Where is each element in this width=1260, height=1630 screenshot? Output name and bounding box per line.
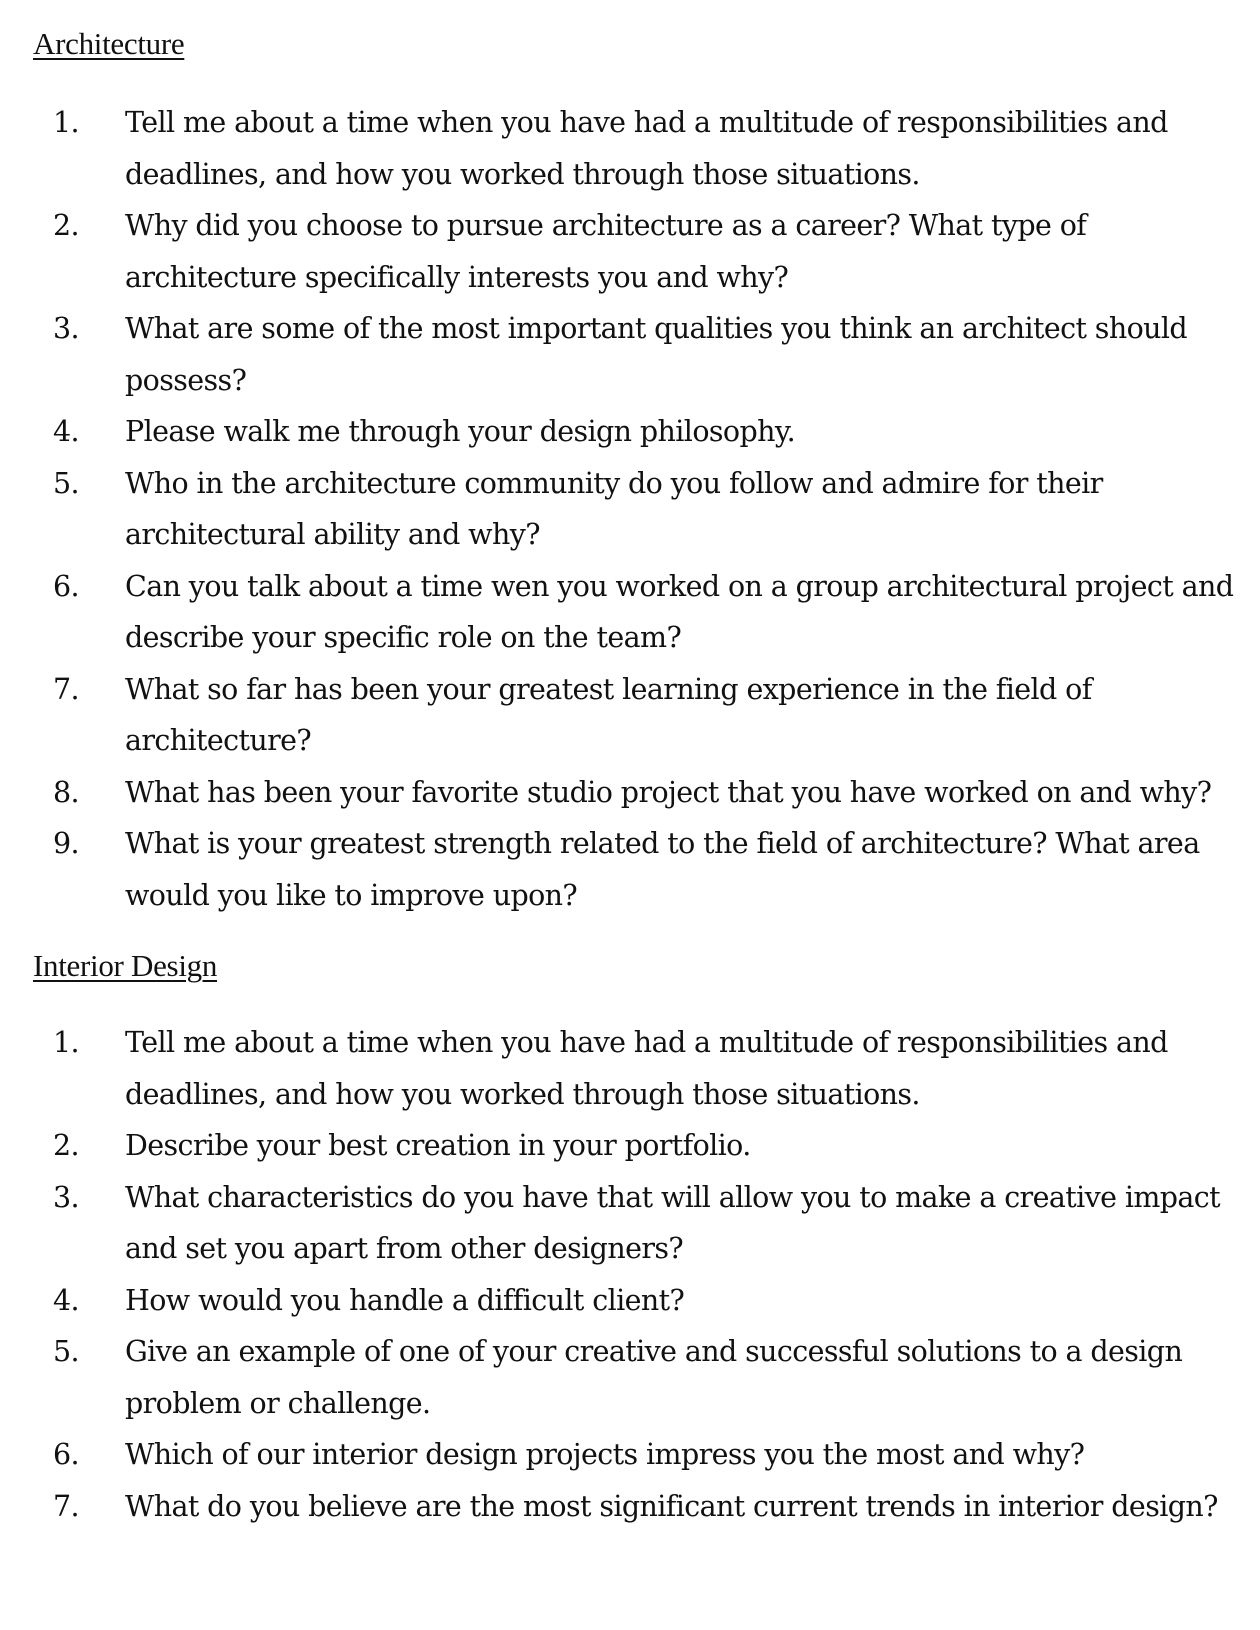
question-number: 8. bbox=[53, 775, 79, 809]
list-item bbox=[0, 1481, 1240, 1533]
question-text: Which of our interior design projects impress you the most and why? bbox=[125, 1438, 1085, 1471]
list-item bbox=[0, 458, 1240, 561]
question-number: 3. bbox=[53, 1180, 79, 1214]
question-text: Tell me about a time when you have had a multitude of responsibilities and deadlines, and how you worked through those situations. bbox=[125, 1026, 1168, 1111]
question-text: What so far has been your greatest learning experience in the field of architecture? bbox=[125, 672, 1092, 757]
question-text: What characteristics do you have that will allow you to make a creative impact and set you apart from other designers? bbox=[125, 1180, 1221, 1265]
list-item bbox=[0, 200, 1240, 303]
list-item bbox=[0, 303, 1240, 406]
question-number: 5. bbox=[53, 1335, 79, 1368]
list-item bbox=[0, 767, 1240, 819]
question-text: Why did you choose to pursue architecture as a career? What type of architecture specifically interests you and why? bbox=[125, 209, 1087, 294]
question-number: 2. bbox=[53, 209, 79, 242]
question-number: 1. bbox=[53, 106, 79, 139]
list-item bbox=[0, 1172, 1240, 1275]
question-number: 9. bbox=[53, 827, 79, 860]
question-number: 5. bbox=[53, 466, 79, 500]
question-text: What is your greatest strength related to the field of architecture? What area would you like to improve upon? bbox=[125, 827, 1200, 912]
interior-design-question-list bbox=[0, 1017, 1240, 1532]
question-number: 6. bbox=[53, 569, 79, 603]
question-number: 2. bbox=[53, 1129, 79, 1162]
question-text: Give an example of one of your creative and successful solutions to a design problem or challenge. bbox=[125, 1335, 1183, 1420]
question-number: 6. bbox=[53, 1438, 79, 1471]
question-number: 4. bbox=[53, 415, 79, 448]
list-item bbox=[0, 1017, 1240, 1120]
list-item bbox=[0, 406, 1240, 458]
list-item bbox=[0, 97, 1240, 200]
question-text: What are some of the most important qualities you think an architect should possess? bbox=[125, 312, 1188, 397]
list-item bbox=[0, 1275, 1240, 1327]
question-text: How would you handle a difficult client? bbox=[125, 1283, 685, 1317]
question-text: Tell me about a time when you have had a multitude of responsibilities and deadlines, and how you worked through those situations. bbox=[125, 106, 1168, 191]
list-item bbox=[0, 1429, 1240, 1481]
question-text: What has been your favorite studio project that you have worked on and why? bbox=[125, 775, 1212, 809]
architecture-question-list bbox=[0, 97, 1240, 921]
question-number: 7. bbox=[53, 1489, 79, 1523]
list-item bbox=[0, 1120, 1240, 1172]
list-item bbox=[0, 561, 1240, 664]
question-number: 1. bbox=[53, 1026, 79, 1059]
question-number: 7. bbox=[53, 672, 79, 706]
list-item bbox=[0, 664, 1240, 767]
question-text: What do you believe are the most significant current trends in interior design? bbox=[125, 1489, 1218, 1523]
section-heading-interior-design: Interior Design bbox=[33, 948, 218, 983]
list-item bbox=[0, 818, 1240, 921]
question-text: Describe your best creation in your portfolio. bbox=[125, 1129, 751, 1162]
list-item bbox=[0, 1326, 1240, 1429]
question-text: Can you talk about a time wen you worked on a group architectural project and describe your specific role on the team? bbox=[125, 569, 1234, 654]
question-number: 4. bbox=[53, 1283, 79, 1317]
question-number: 3. bbox=[53, 312, 79, 345]
section-heading-architecture: Architecture bbox=[33, 26, 185, 61]
question-text: Please walk me through your design philosophy. bbox=[125, 415, 796, 448]
question-text: Who in the architecture community do you follow and admire for their architectural ability and why? bbox=[125, 466, 1103, 551]
